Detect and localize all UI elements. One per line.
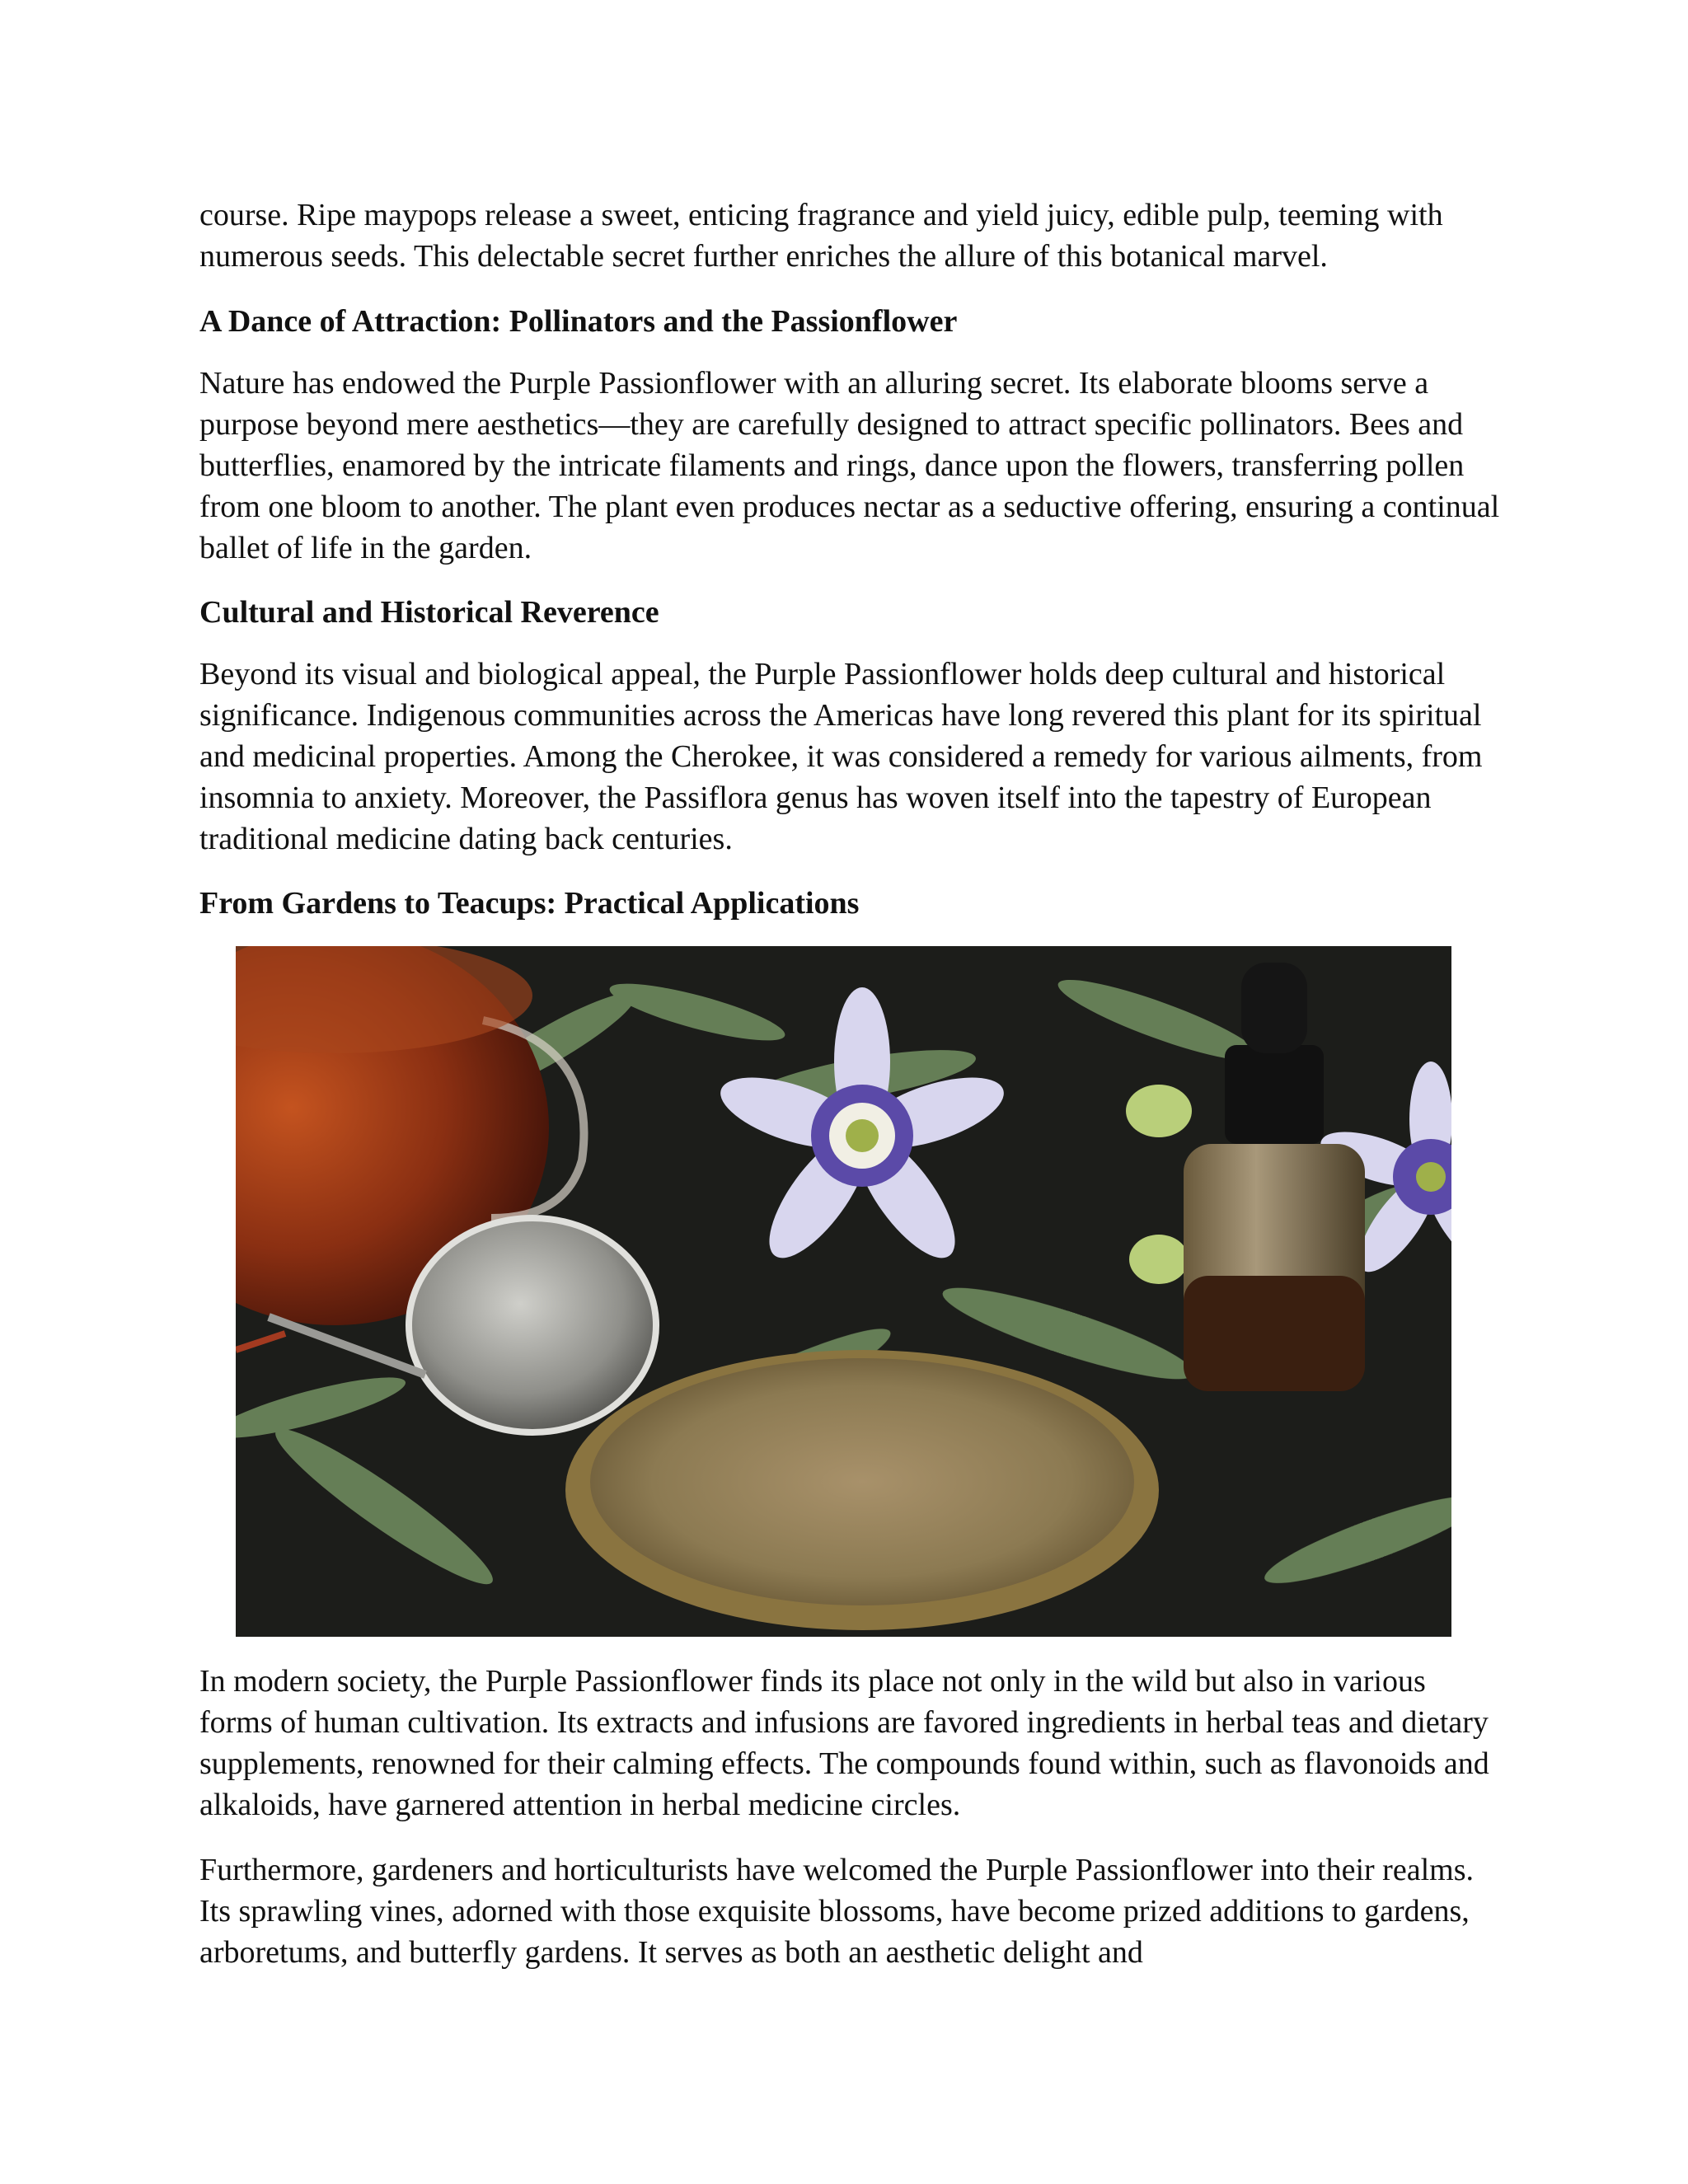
passionflower-tea-photo — [236, 946, 1451, 1637]
heading-pollinators: A Dance of Attraction: Pollinators and the Passionflower — [199, 304, 958, 339]
paragraph-pollinators: Nature has endowed the Purple Passionflower with an alluring secret. Its elaborate blooms serve a purpose beyond mere aesthetics—they are carefully designed to attract specific pollinators. Bees and butterflies, enamored by the intricate filaments and rings, dance upon the flowers, transferring pollen from one bloom to another. The plant even produces nectar as a seductive offering, ensuring a continual ballet of life in the garden. — [199, 366, 1500, 565]
heading-cultural: Cultural and Historical Reverence — [199, 595, 659, 630]
heading-practical: From Gardens to Teacups: Practical Applications — [199, 886, 860, 921]
paragraph-cultural: Beyond its visual and biological appeal, the Purple Passionflower holds deep cultural and historical significance. Indigenous communities across the Americas have long revered this plant for its spiritual and medicinal properties. Among the Cherokee, it was considered a remedy for various ailments, from insomnia to anxiety. Moreover, the Passiflora genus has woven itself into the tapestry of European traditional medicine dating back centuries. — [199, 657, 1483, 856]
paragraph-maypops: course. Ripe maypops release a sweet, enticing fragrance and yield juicy, edible pulp, teeming with numerous seeds. This delectable secret further enriches the allure of this botanical marvel. — [199, 198, 1443, 274]
paragraph-modern-society: In modern society, the Purple Passionflower finds its place not only in the wild but also in various forms of human cultivation. Its extracts and infusions are favored ingredients in herbal teas and dietary supplements, renowned for their calming effects. The compounds found within, such as flavonoids and alkaloids, have garnered attention in herbal medicine circles. — [199, 1664, 1489, 1822]
photo-illustration — [236, 946, 1451, 1637]
paragraph-gardeners: Furthermore, gardeners and horticulturists have welcomed the Purple Passionflower into their realms. Its sprawling vines, adorned with those exquisite blossoms, have become prized additions to gardens, arboretums, and butterfly gardens. It serves as both an aesthetic delight and — [199, 1853, 1474, 1970]
